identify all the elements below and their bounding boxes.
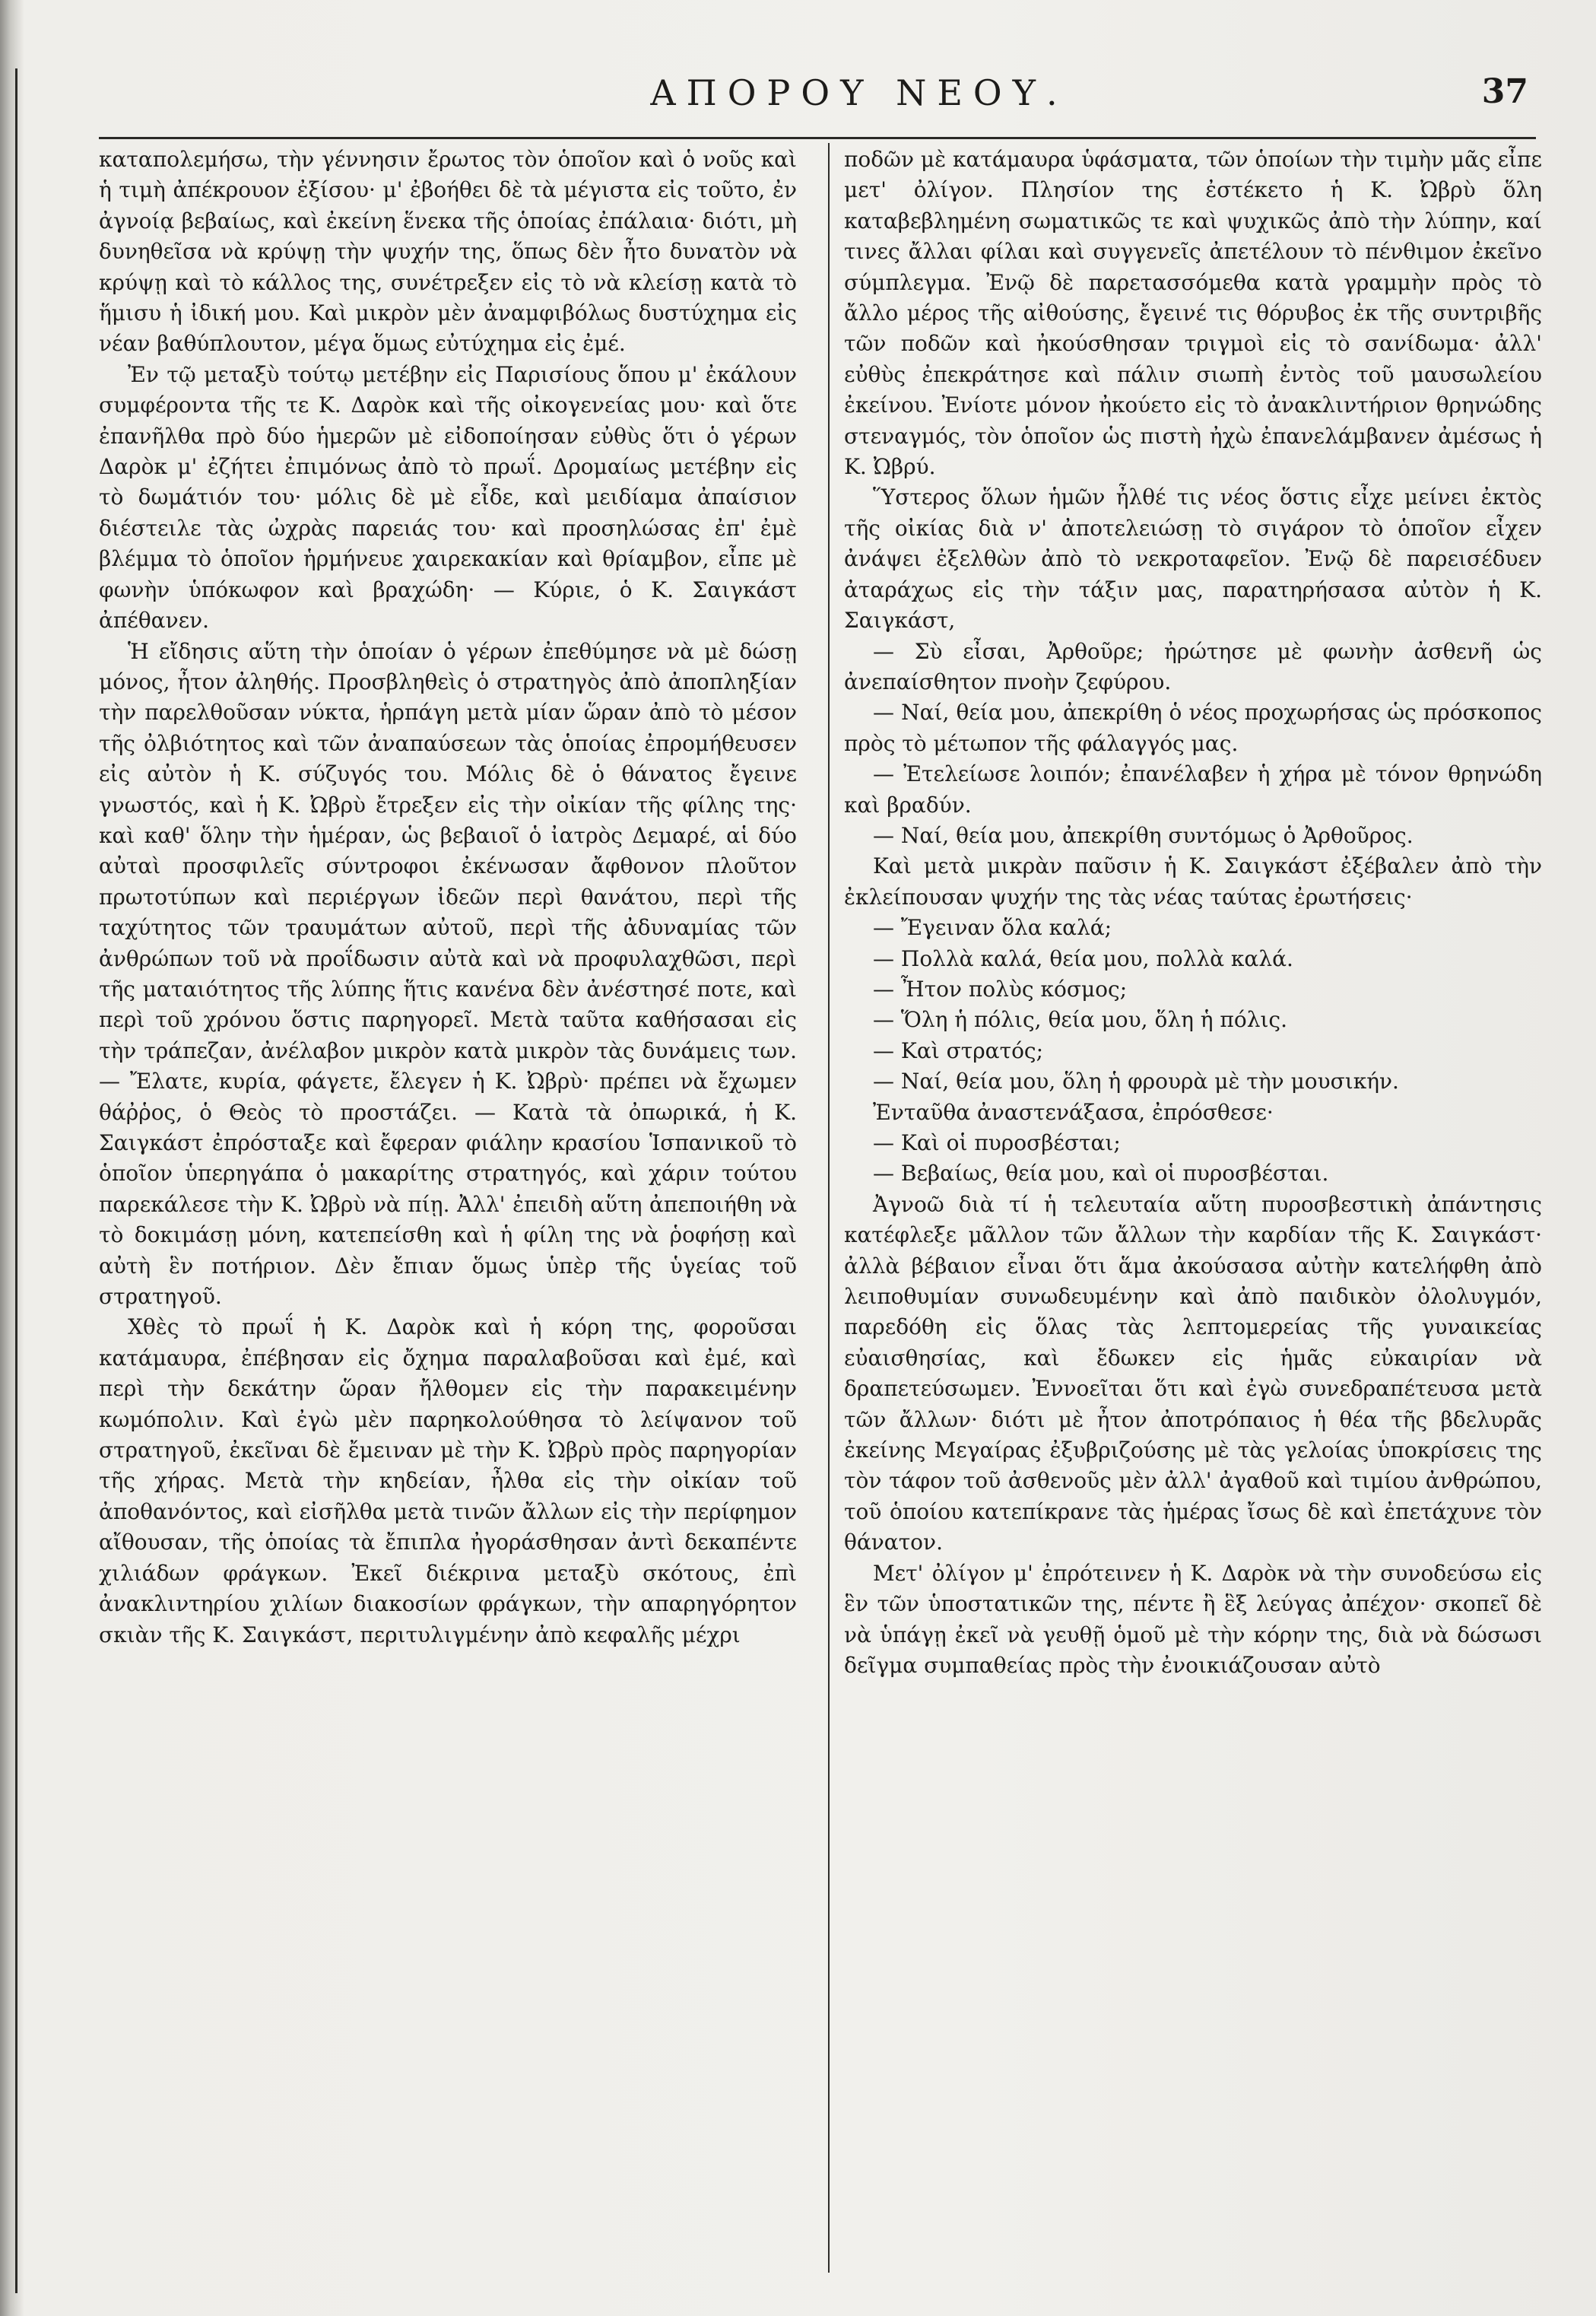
- running-title: ΑΠΟΡΟΥ ΝΕΟΥ.: [650, 72, 1068, 113]
- column-divider: [828, 143, 830, 2273]
- paragraph: Χθὲς τὸ πρωΐ ἡ Κ. Δαρὸκ καὶ ἡ κόρη της, φοροῦσαι κατάμαυρα, ἐπέβησαν εἰς ὄχημα παραλαβοῦσαι καὶ ἐμέ, καὶ περὶ τὴν δεκάτην ὥραν ἤλθομεν εἰς τὴν παρακειμένην κωμόπολιν. Καὶ ἐγὼ μὲν παρηκολούθησα τὸ λείψανον τοῦ στρατηγοῦ, ἐκεῖναι δὲ ἔμειναν μὲ τὴν Κ. Ὠβρὺ πρὸς παρηγορίαν τῆς χήρας. Μετὰ τὴν κηδείαν, ἦλθα εἰς τὴν οἰκίαν τοῦ ἀποθανόντος, καὶ εἰσῆλθα μετὰ τινῶν ἄλλων εἰς τὴν περίφημον αἴθουσαν, τῆς ὁποίας τὰ ἔπιπλα ἠγοράσθησαν ἀντὶ δεκαπέντε χιλιάδων φράγκων. Ἐκεῖ διέκρινα μεταξὺ σκότους, ἐπὶ ἀνακλιντηρίου χιλίων διακοσίων φράγκων, τὴν απαρηγόρητον σκιὰν τῆς Κ. Σαιγκάστ, περιτυλιγμένην ἀπὸ κεφαλῆς μέχρι: [99, 1314, 797, 1647]
- dialogue-line: — Ὅλη ἡ πόλις, θεία μου, ὅλη ἡ πόλις.: [873, 1007, 1288, 1033]
- dialogue-line: — Ναί, θεία μου, ἀπεκρίθη ὁ νέος προχωρήσας ὡς πρόσκοπος πρὸς τὸ μέτωπον τῆς φάλαγγός μας.: [844, 700, 1542, 756]
- running-head: [99, 72, 1528, 125]
- paragraph: Καὶ μετὰ μικρὰν παῦσιν ἡ Κ. Σαιγκάστ ἐξέβαλεν ἀπὸ τὴν ἐκλείπουσαν ψυχήν της τὰς νέας ταύτας ἐρωτήσεις·: [844, 853, 1542, 910]
- paragraph: Μετ' ὀλίγον μ' ἐπρότεινεν ἡ Κ. Δαρὸκ νὰ τὴν συνοδεύσω εἰς ἓν τῶν ὑποστατικῶν της, πέντε ἢ ἓξ λεύγας ἀπέχον· σκοπεῖ δὲ νὰ ὑπάγῃ ἐκεῖ νὰ γευθῇ ὁμοῦ μὲ τὴν κόρην της, διὰ νὰ δώσωσι δεῖγμα συμπαθείας πρὸς τὴν ἐνοικιάζουσαν αὐτὸ: [844, 1560, 1542, 1678]
- dialogue-line: — Ἦτον πολὺς κόσμος;: [873, 976, 1128, 1002]
- paragraph: καταπολεμήσω, τὴν γέννησιν ἔρωτος τὸν ὁποῖον καὶ ὁ νοῦς καὶ ἡ τιμὴ ἀπέκρουον ἐξίσου· μ' ἐβοήθει δὲ τὰ μέγιστα εἰς τοῦτο, ἐν ἀγνοίᾳ βεβαίως, καὶ ἐκείνη ἕνεκα τῆς ὁποίας ἐπάλαια· διότι, μὴ δυνηθεῖσα νὰ κρύψῃ τὴν ψυχήν της, ὅπως δὲν ἦτο δυνατὸν νὰ κρύψῃ καὶ τὸ κάλλος της, συνέτρεξεν εἰς τὸ νὰ κλείσῃ κατὰ τὸ ἥμισυ ἡ ἰδική μου. Καὶ μικρὸν μὲν ἀναμφιβόλως δυστύχημα εἰς νέαν βαθύπλουτον, μέγα ὅμως εὐτύχημα εἰς ἐμέ.: [99, 147, 797, 357]
- paragraph: Ἡ εἴδησις αὕτη τὴν ὁποίαν ὁ γέρων ἐπεθύμησε νὰ μὲ δώσῃ μόνος, ἦτον ἀληθής. Προσβληθεὶς ὁ στρατηγὸς ἀπὸ ἀποπληξίαν τὴν παρελθοῦσαν νύκτα, ἡρπάγη μετὰ μίαν ὥραν ἀπὸ τὸ μέσον τῆς ὀλβιότητος καὶ τῶν ἀναπαύσεων τὰς ὁποίας ἐπρομήθευσεν εἰς αὐτὸν ἡ Κ. σύζυγός του. Μόλις δὲ ὁ θάνατος ἔγεινε γνωστός, καὶ ἡ Κ. Ὠβρὺ ἔτρεξεν εἰς τὴν οἰκίαν τῆς φίλης της· καὶ καθ' ὅλην τὴν ἡμέραν, ὡς βεβαιοῖ ὁ ἰατρὸς Δεμαρέ, αἱ δύο αὐταὶ προσφιλεῖς σύντροφοι ἐκένωσαν ἄφθονον πλοῦτον πρωτοτύπων καὶ περιέργων ἰδεῶν περὶ θανάτου, περὶ τῆς ταχύτητος τῶν τραυμάτων αὐτοῦ, περὶ τῆς ἀδυναμίας τῶν ἀνθρώπων τοῦ νὰ προΐδωσιν αὐτὰ καὶ νὰ προφυλαχθῶσι, περὶ τῆς ματαιότητος τῆς λύπης ἥτις κανένα δὲν ἀνέστησέ ποτε, καὶ περὶ τοῦ χρόνου ὅστις παρηγορεῖ. Μετὰ ταῦτα καθήσασαι εἰς τὴν τράπεζαν, ἀνέλαβον μικρὸν κατὰ μικρὸν τὰς δυνάμεις των. — Ἔλατε, κυρία, φάγετε, ἔλεγεν ἡ Κ. Ὠβρὺ· πρέπει νὰ ἔχωμεν θάῤῥος, ὁ Θεὸς τὸ προστάζει. — Κατὰ τὰ ὀπωρικά, ἡ Κ. Σαιγκάστ ἐπρόσταξε καὶ ἔφεραν φιάλην κρασίου Ἱσπανικοῦ τὸ ὁποῖον ὑπερηγάπα ὁ μακαρίτης στρατηγός, καὶ χάριν τούτου παρεκάλεσε τὴν Κ. Ὠβρὺ νὰ πίῃ. Ἀλλ' ἐπειδὴ αὕτη ἀπεποιήθη νὰ τὸ δοκιμάσῃ μόνη, κατεπείσθη καὶ ἡ φίλη της νὰ ῥοφήσῃ καὶ αὐτὴ ἓν ποτήριον. Δὲν ἔπιαν ὅμως ὑπὲρ τῆς ὑγείας τοῦ στρατηγοῦ.: [99, 638, 797, 1310]
- paragraph: Ἀγνοῶ διὰ τί ἡ τελευταία αὕτη πυροσβεστικὴ ἀπάντησις κατέφλεξε μᾶλλον τῶν ἄλλων τὴν καρδίαν τῆς Κ. Σαιγκάστ· ἀλλὰ βέβαιον εἶναι ὅτι ἅμα ἀκούσασα αὐτὴν κατελήφθη ἀπὸ λειποθυμίαν συνωδευμένην καὶ ἀπὸ παιδικὸν ὀλολυγμόν, παρεδόθη εἰς ὅλας τὰς λεπτομερείας τῆς γυναικείας εὐαισθησίας, καὶ ἔδωκεν εἰς ἡμᾶς εὐκαιρίαν νὰ δραπετεύσωμεν. Ἐννοεῖται ὅτι καὶ ἐγὼ συνεδραπέτευσα μετὰ τῶν ἄλλων· διότι μὲ ἦτον ἀποτρόπαιος ἡ θέα τῆς βδελυρᾶς ἐκείνης Μεγαίρας ἐξυβριζούσης μὲ τὰς γελοίας ὑποκρίσεις της τὸν τάφον τοῦ ἀσθενοῦς μὲν ἀλλ' ἀγαθοῦ καὶ τιμίου ἀνθρώπου, τοῦ ὁποίου κατεπίκρανε τὰς ἡμέρας ἴσως δὲ καὶ ἐπετάχυνε τὸν θάνατον.: [844, 1191, 1542, 1555]
- page-number: 37: [1481, 72, 1528, 111]
- binding-edge-line: [15, 68, 17, 2293]
- dialogue-line: — Πολλὰ καλά, θεία μου, πολλὰ καλά.: [873, 945, 1293, 971]
- paragraph: ποδῶν μὲ κατάμαυρα ὑφάσματα, τῶν ὁποίων τὴν τιμὴν μᾶς εἶπε μετ' ὀλίγον. Πλησίον της ἐστέκετο ἡ Κ. Ὠβρὺ ὅλη καταβεβλημένη σωματικῶς τε καὶ ψυχικῶς ἀπὸ τὴν λύπην, καί τινες ἄλλαι φίλαι καὶ συγγενεῖς ἀπετέλουν τὸ πένθιμον ἐκεῖνο σύμπλεγμα. Ἐνῷ δὲ παρετασσόμεθα κατὰ γραμμὴν πρὸς τὸ ἄλλο μέρος τῆς αἰθούσης, ἔγεινέ τις θόρυβος ἐκ τῆς συντριβῆς τῶν ποδῶν καὶ ἠκούσθησαν τριγμοὶ εἰς τὸ σανίδωμα· ἀλλ' εὐθὺς ἐπεκράτησε καὶ πάλιν σιωπὴ ἐντὸς τοῦ μαυσωλείου ἐκείνου. Ἐνίοτε μόνον ἠκούετο εἰς τὸ ἀνακλιντήριον θρηνώδης στεναγμός, τὸν ὁποῖον ὡς πιστὴ ἠχὼ ἐπανελάμβανεν ἀμέσως ἡ Κ. Ὠβρύ.: [844, 147, 1542, 480]
- dialogue-line: — Ναί, θεία μου, ἀπεκρίθη συντόμως ὁ Ἀρθοῦρος.: [873, 822, 1414, 848]
- dialogue-line: — Σὺ εἶσαι, Ἀρθοῦρε; ἠρώτησε μὲ φωνὴν ἀσθενῆ ὡς ἀνεπαίσθητον πνοὴν ζεφύρου.: [844, 638, 1542, 694]
- left-text-column: [99, 145, 797, 1650]
- dialogue-line: — Βεβαίως, θεία μου, καὶ οἱ πυροσβέσται.: [873, 1161, 1329, 1187]
- paragraph: Ὕστερος ὅλων ἡμῶν ἦλθέ τις νέος ὅστις εἶχε μείνει ἐκτὸς τῆς οἰκίας διὰ ν' ἀποτελειώσῃ τὸ σιγάρον τὸ ὁποῖον εἶχεν ἀνάψει ἐξελθὼν ἀπὸ τὸ νεκροταφεῖον. Ἐνῷ δὲ παρεισέδυεν ἀταράχως εἰς τὴν τάξιν μας, παρατηρήσασα αὐτὸν ἡ Κ. Σαιγκάστ,: [844, 484, 1542, 634]
- paragraph: Ἐν τῷ μεταξὺ τούτῳ μετέβην εἰς Παρισίους ὅπου μ' ἐκάλουν συμφέροντα τῆς τε Κ. Δαρὸκ καὶ τῆς οἰκογενείας μου· καὶ ὅτε ἐπανῆλθα πρὸ δύο ἡμερῶν μὲ εἰδοποίησαν εὐθὺς ὅτι ὁ γέρων Δαρὸκ μ' ἐζήτει ἐπιμόνως ἀπὸ τὸ πρωΐ. Δρομαίως μετέβην εἰς τὸ δωμάτιόν του· μόλις δὲ μὲ εἶδε, καὶ μειδίαμα ἀπαίσιον διέστειλε τὰς ὠχρὰς παρειάς του· καὶ προσηλώσας ἐπ' ἐμὲ βλέμμα τὸ ὁποῖον ἡρμήνευε χαιρεκακίαν καὶ θρίαμβον, εἶπε μὲ φωνὴν ὑπόκωφον καὶ βραχώδη· — Κύριε, ὁ Κ. Σαιγκάστ ἀπέθανεν.: [99, 361, 797, 634]
- header-rule: [99, 137, 1536, 139]
- dialogue-line: — Ἔγειναν ὅλα καλά;: [873, 915, 1112, 941]
- dialogue-line: — Καὶ στρατός;: [873, 1037, 1044, 1063]
- right-text-column: [844, 145, 1542, 1681]
- dialogue-line: — Ναί, θεία μου, ὅλη ἡ φρουρὰ μὲ τὴν μουσικήν.: [873, 1069, 1399, 1094]
- dialogue-line: — Καὶ οἱ πυροσβέσται;: [873, 1130, 1121, 1155]
- dialogue-line: — Ἐτελείωσε λοιπόν; ἐπανέλαβεν ἡ χήρα μὲ τόνον θρηνώδη καὶ βραδύν.: [844, 761, 1542, 818]
- paragraph: Ἐνταῦθα ἀναστενάξασα, ἐπρόσθεσε·: [873, 1099, 1274, 1125]
- binding-shadow: [0, 0, 24, 2316]
